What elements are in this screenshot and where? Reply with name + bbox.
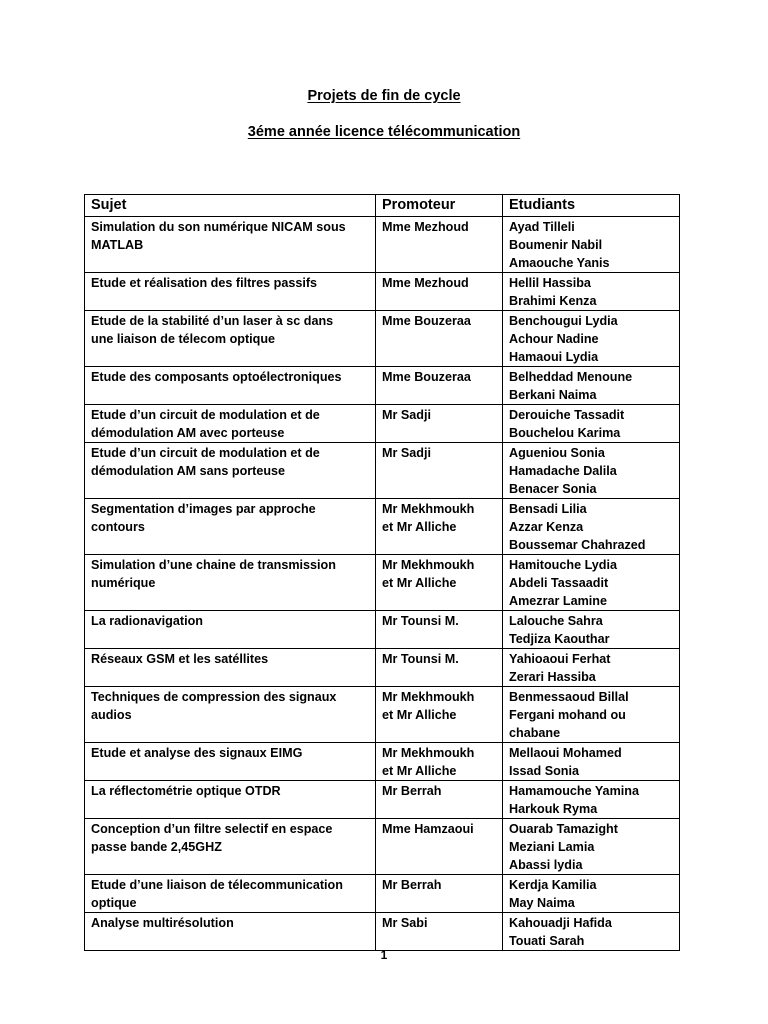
subject-line: Analyse multirésolution	[91, 916, 234, 930]
student-name: Bouchelou Karima	[509, 426, 621, 440]
student-name: Benmessaoud Billal	[509, 690, 629, 704]
subject-line: contours	[91, 520, 145, 534]
student-name: Benchougui Lydia	[509, 314, 618, 328]
promoter-cell	[376, 913, 503, 951]
student-name: Ayad Tilleli	[509, 220, 575, 234]
subject-cell	[85, 743, 376, 781]
subject-cell	[85, 405, 376, 443]
promoter-line: Mr Sabi	[382, 916, 428, 930]
students-cell	[503, 819, 680, 875]
promoter-line: et Mr Alliche	[382, 708, 457, 722]
student-name: Hamamouche Yamina	[509, 784, 639, 798]
subject-cell	[85, 443, 376, 499]
student-name: Mellaoui Mohamed	[509, 746, 622, 760]
students-cell	[503, 311, 680, 367]
promoter-cell	[376, 819, 503, 875]
students-cell	[503, 443, 680, 499]
students-cell	[503, 743, 680, 781]
promoter-cell	[376, 875, 503, 913]
subject-cell	[85, 611, 376, 649]
subject-cell	[85, 819, 376, 875]
subject-line: Etude d’un circuit de modulation et de	[91, 408, 320, 422]
student-name: Hamitouche Lydia	[509, 558, 617, 572]
student-name: Brahimi Kenza	[509, 294, 597, 308]
promoter-line: et Mr Alliche	[382, 764, 457, 778]
promoter-line: Mme Bouzeraa	[382, 314, 471, 328]
subject-cell	[85, 875, 376, 913]
promoter-cell	[376, 273, 503, 311]
subject-line: démodulation AM sans porteuse	[91, 464, 286, 478]
student-name: Fergani mohand ou	[509, 708, 626, 722]
student-name: Amezrar Lamine	[509, 594, 607, 608]
students-cell	[503, 273, 680, 311]
students-cell	[503, 649, 680, 687]
table-row	[85, 499, 680, 555]
student-name: Kerdja Kamilia	[509, 878, 597, 892]
subject-line: La radionavigation	[91, 614, 203, 628]
student-name: Hamadache Dalila	[509, 464, 617, 478]
students-cell	[503, 913, 680, 951]
subject-line: passe bande 2,45GHZ	[91, 840, 222, 854]
subject-cell	[85, 687, 376, 743]
promoter-cell	[376, 217, 503, 273]
promoter-cell	[376, 443, 503, 499]
column-header-students: Etudiants	[503, 195, 680, 217]
student-name: Yahioaoui Ferhat	[509, 652, 611, 666]
promoter-line: Mme Mezhoud	[382, 220, 469, 234]
student-name: Benacer Sonia	[509, 482, 597, 496]
promoter-cell	[376, 311, 503, 367]
student-name: Ouarab Tamazight	[509, 822, 618, 836]
students-cell	[503, 781, 680, 819]
student-name: Amaouche Yanis	[509, 256, 610, 270]
promoter-line: Mme Mezhoud	[382, 276, 469, 290]
promoter-cell	[376, 555, 503, 611]
subject-cell	[85, 311, 376, 367]
students-cell	[503, 555, 680, 611]
table-row	[85, 311, 680, 367]
promoter-cell	[376, 649, 503, 687]
projects-table	[84, 194, 680, 951]
students-cell	[503, 367, 680, 405]
table-row	[85, 743, 680, 781]
subject-cell	[85, 217, 376, 273]
promoter-line: Mme Bouzeraa	[382, 370, 471, 384]
student-name: Hamaoui Lydia	[509, 350, 599, 364]
subject-line: une liaison de télecom optique	[91, 332, 276, 346]
student-name: Abassi lydia	[509, 858, 583, 872]
subject-cell	[85, 649, 376, 687]
table-body	[85, 217, 680, 951]
promoter-cell	[376, 367, 503, 405]
student-name: Boussemar Chahrazed	[509, 538, 646, 552]
table-header-row	[85, 195, 680, 217]
subject-cell	[85, 499, 376, 555]
subject-line: MATLAB	[91, 238, 144, 252]
promoter-cell	[376, 687, 503, 743]
subject-line: numérique	[91, 576, 156, 590]
table-row	[85, 367, 680, 405]
student-name: May Naima	[509, 896, 575, 910]
students-cell	[503, 687, 680, 743]
student-name: Boumenir Nabil	[509, 238, 603, 252]
promoter-line: Mr Tounsi M.	[382, 614, 459, 628]
subject-line: Etude d’un circuit de modulation et de	[91, 446, 320, 460]
students-cell	[503, 499, 680, 555]
promoter-line: Mr Sadji	[382, 408, 431, 422]
table-row	[85, 611, 680, 649]
student-name: Zerari Hassiba	[509, 670, 596, 684]
subject-line: Etude et réalisation des filtres passifs	[91, 276, 318, 290]
student-name: Agueniou Sonia	[509, 446, 605, 460]
student-name: chabane	[509, 726, 561, 740]
promoter-cell	[376, 499, 503, 555]
promoter-line: et Mr Alliche	[382, 576, 457, 590]
table-row	[85, 273, 680, 311]
student-name: Abdeli Tassaadit	[509, 576, 609, 590]
promoter-line: Mr Mekhmoukh	[382, 502, 475, 516]
students-cell	[503, 611, 680, 649]
promoter-line: Mr Sadji	[382, 446, 431, 460]
student-name: Achour Nadine	[509, 332, 599, 346]
table-row	[85, 687, 680, 743]
student-name: Lalouche Sahra	[509, 614, 603, 628]
student-name: Meziani Lamia	[509, 840, 595, 854]
student-name: Touati Sarah	[509, 934, 585, 948]
page-title: Projets de fin de cycle	[307, 88, 461, 104]
subject-cell	[85, 367, 376, 405]
subject-line: Simulation d’une chaine de transmission	[91, 558, 336, 572]
subject-line: La réflectométrie optique OTDR	[91, 784, 281, 798]
table-row	[85, 819, 680, 875]
student-name: Azzar Kenza	[509, 520, 584, 534]
table-row	[85, 913, 680, 951]
promoter-line: Mr Tounsi M.	[382, 652, 459, 666]
table-row	[85, 649, 680, 687]
promoter-line: et Mr Alliche	[382, 520, 457, 534]
student-name: Issad Sonia	[509, 764, 579, 778]
table-row	[85, 875, 680, 913]
subject-cell	[85, 781, 376, 819]
promoter-cell	[376, 405, 503, 443]
student-name: Derouiche Tassadit	[509, 408, 625, 422]
subject-line: Réseaux GSM et les satéllites	[91, 652, 269, 666]
students-cell	[503, 217, 680, 273]
subject-line: Etude et analyse des signaux EIMG	[91, 746, 303, 760]
subject-cell	[85, 273, 376, 311]
subject-line: Etude de la stabilité d’un laser à sc dans	[91, 314, 334, 328]
student-name: Hellil Hassiba	[509, 276, 591, 290]
table-row	[85, 405, 680, 443]
subject-line: audios	[91, 708, 132, 722]
promoter-cell	[376, 781, 503, 819]
student-name: Bensadi Lilia	[509, 502, 587, 516]
subject-line: démodulation AM avec porteuse	[91, 426, 285, 440]
promoter-line: Mr Berrah	[382, 878, 442, 892]
subject-line: Conception d’un filtre selectif en espace	[91, 822, 333, 836]
subject-cell	[85, 913, 376, 951]
student-name: Belheddad Menoune	[509, 370, 633, 384]
subject-cell	[85, 555, 376, 611]
subject-line: optique	[91, 896, 137, 910]
promoter-cell	[376, 743, 503, 781]
table-row	[85, 555, 680, 611]
table-row	[85, 781, 680, 819]
page-subtitle: 3éme année licence télécommunication	[247, 124, 521, 140]
table-row	[85, 217, 680, 273]
promoter-line: Mme Hamzaoui	[382, 822, 474, 836]
student-name: Kahouadji Hafida	[509, 916, 612, 930]
column-header-subject: Sujet	[85, 195, 376, 217]
subject-line: Simulation du son numérique NICAM sous	[91, 220, 346, 234]
subject-line: Etude d’une liaison de télecommunication	[91, 878, 343, 892]
promoter-line: Mr Mekhmoukh	[382, 746, 475, 760]
page-number: 1	[380, 948, 388, 962]
promoter-line: Mr Berrah	[382, 784, 442, 798]
student-name: Harkouk Ryma	[509, 802, 598, 816]
students-cell	[503, 405, 680, 443]
student-name: Berkani Naima	[509, 388, 597, 402]
table-row	[85, 443, 680, 499]
student-name: Tedjiza Kaouthar	[509, 632, 610, 646]
subject-line: Etude des composants optoélectroniques	[91, 370, 342, 384]
subject-line: Techniques de compression des signaux	[91, 690, 337, 704]
promoter-cell	[376, 611, 503, 649]
promoter-line: Mr Mekhmoukh	[382, 690, 475, 704]
students-cell	[503, 875, 680, 913]
promoter-line: Mr Mekhmoukh	[382, 558, 475, 572]
column-header-promoter: Promoteur	[376, 195, 503, 217]
subject-line: Segmentation d’images par approche	[91, 502, 316, 516]
